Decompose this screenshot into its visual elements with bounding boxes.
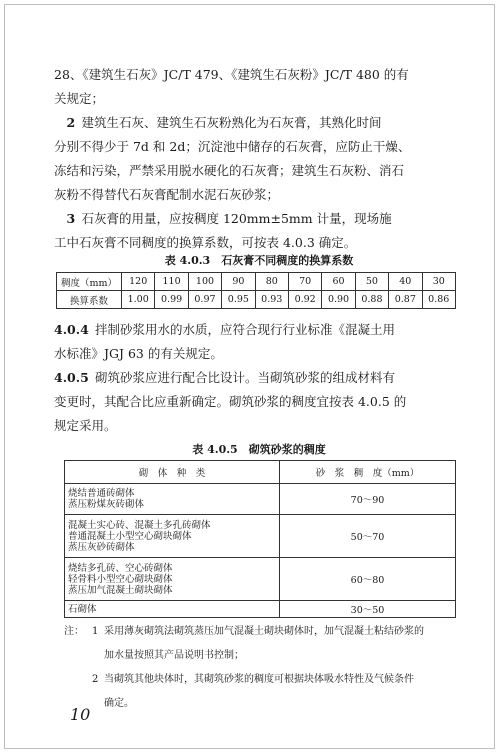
masonry-type-cell bbox=[65, 484, 280, 515]
column-header: 砂 浆 稠 度（mm） bbox=[280, 461, 456, 484]
note-number: 2 bbox=[92, 674, 99, 685]
table-header-row bbox=[65, 461, 456, 484]
table-cell: 0.97 bbox=[188, 291, 221, 309]
table-cell: 0.86 bbox=[422, 291, 455, 309]
table-cell: 110 bbox=[155, 273, 188, 291]
para-line: 拌制砂浆用水的水质，应符合现行行业标准《混凝土用 bbox=[95, 322, 396, 337]
table-row bbox=[65, 484, 456, 515]
consistency-value: 60～80 bbox=[280, 558, 456, 601]
para-line: 石灰膏的用量，应按稠度 120mm±5mm 计量，现场施 bbox=[81, 211, 392, 226]
para-line: 冻结和污染，严禁采用脱水硬化的石灰膏；建筑生石灰粉、消石 bbox=[54, 163, 405, 178]
masonry-type: 蒸压灰砂砖砌体 bbox=[68, 541, 135, 553]
masonry-type: 普通混凝土小型空心砌块砌体 bbox=[68, 530, 192, 542]
masonry-type: 烧结多孔砖、空心砖砌体 bbox=[68, 562, 173, 574]
masonry-type-cell bbox=[65, 515, 280, 558]
note-number: 1 bbox=[92, 626, 99, 637]
item-number: 3 bbox=[66, 211, 76, 226]
table-cell: 0.95 bbox=[222, 291, 255, 309]
para-line: 分别不得少于 7d 和 2d；沉淀池中储存的石灰膏，应防止干燥、 bbox=[54, 139, 411, 154]
para-line: 灰粉不得替代石灰膏配制水泥石灰砂浆； bbox=[54, 187, 280, 202]
item-2 bbox=[54, 111, 464, 207]
table-cell: 0.90 bbox=[322, 291, 355, 309]
masonry-type: 石砌体 bbox=[68, 603, 97, 615]
table-cell: 60 bbox=[322, 273, 355, 291]
table-cell: 0.92 bbox=[288, 291, 321, 309]
table-cell: 0.87 bbox=[389, 291, 422, 309]
table-cell: 100 bbox=[188, 273, 221, 291]
column-header: 砌 体 种 类 bbox=[65, 461, 280, 484]
consistency-value: 70～90 bbox=[280, 484, 456, 515]
page-number: 10 bbox=[70, 705, 91, 724]
masonry-type: 烧结普通砖砌体 bbox=[68, 488, 135, 499]
para-line: 工中石灰膏不同稠度的换算系数，可按表 4.0.3 确定。 bbox=[54, 235, 357, 250]
notes-label: 注： bbox=[64, 626, 84, 637]
para-line: 规定采用。 bbox=[54, 418, 117, 433]
row-label: 换算系数 bbox=[57, 291, 122, 309]
masonry-type: 蒸压加气混凝土砌块砌体 bbox=[68, 584, 173, 596]
table-cell: 30 bbox=[422, 273, 455, 291]
masonry-type: 轻骨料小型空心砌块砌体 bbox=[68, 573, 173, 585]
para-line: 28、《建筑生石灰》JC/T 479、《建筑生石灰粉》JC/T 480 的有 bbox=[54, 67, 409, 82]
table-cell: 70 bbox=[288, 273, 321, 291]
paragraph-continuation bbox=[54, 63, 464, 111]
table-notes bbox=[64, 620, 474, 716]
table-cell: 1.00 bbox=[122, 291, 155, 309]
masonry-type-cell bbox=[65, 601, 280, 618]
masonry-type: 蒸压粉煤灰砖砌体 bbox=[68, 499, 145, 510]
table-4-0-5-caption: 表 4.0.5 砌筑砂浆的稠度 bbox=[192, 443, 326, 456]
note-line: 采用薄灰砌筑法砌筑蒸压加气混凝土砌块砌体时，加气混凝土粘结砂浆的 bbox=[104, 626, 424, 637]
clause-number: 4.0.5 bbox=[54, 370, 89, 385]
clause-4-0-5 bbox=[54, 366, 464, 438]
masonry-type: 混凝土实心砖、混凝土多孔砖砌体 bbox=[68, 519, 211, 531]
table-cell: 40 bbox=[389, 273, 422, 291]
table-cell: 120 bbox=[122, 273, 155, 291]
table-row bbox=[65, 558, 456, 601]
table-row bbox=[57, 273, 456, 291]
table-cell: 0.99 bbox=[155, 291, 188, 309]
table-4-0-3-caption: 表 4.0.3 石灰膏不同稠度的换算系数 bbox=[164, 254, 354, 267]
clause-number: 4.0.4 bbox=[54, 322, 89, 337]
note-line: 确定。 bbox=[104, 698, 134, 709]
table-cell: 0.93 bbox=[255, 291, 288, 309]
table-cell: 90 bbox=[222, 273, 255, 291]
para-line: 变更时，其配合比应重新确定。砌筑砂浆的稠度宜按表 4.0.5 的 bbox=[54, 394, 407, 409]
table-cell: 0.88 bbox=[355, 291, 388, 309]
row-label: 稠度（mm） bbox=[57, 273, 122, 291]
para-line: 关规定； bbox=[54, 91, 105, 106]
para-line: 砌筑砂浆应进行配合比设计。当砌筑砂浆的组成材料有 bbox=[95, 370, 396, 385]
consistency-value: 50～70 bbox=[280, 515, 456, 558]
table-cell: 80 bbox=[255, 273, 288, 291]
table-row bbox=[65, 515, 456, 558]
note-line: 加水量按照其产品说明书控制； bbox=[104, 650, 244, 661]
table-4-0-5 bbox=[64, 460, 456, 618]
note-line: 当砌筑其他块体时，其砌筑砂浆的稠度可根据块体吸水特性及气候条件 bbox=[104, 674, 414, 685]
table-4-0-3 bbox=[56, 272, 456, 309]
item-number: 2 bbox=[66, 115, 76, 130]
masonry-type-cell bbox=[65, 558, 280, 601]
consistency-value: 30～50 bbox=[280, 601, 456, 618]
item-3 bbox=[54, 207, 464, 255]
table-cell: 50 bbox=[355, 273, 388, 291]
para-line: 建筑生石灰、建筑生石灰粉熟化为石灰膏，其熟化时间 bbox=[81, 115, 382, 130]
clause-4-0-4 bbox=[54, 318, 464, 366]
table-row bbox=[57, 291, 456, 309]
table-row bbox=[65, 601, 456, 618]
para-line: 水标准》JGJ 63 的有关规定。 bbox=[54, 346, 223, 361]
